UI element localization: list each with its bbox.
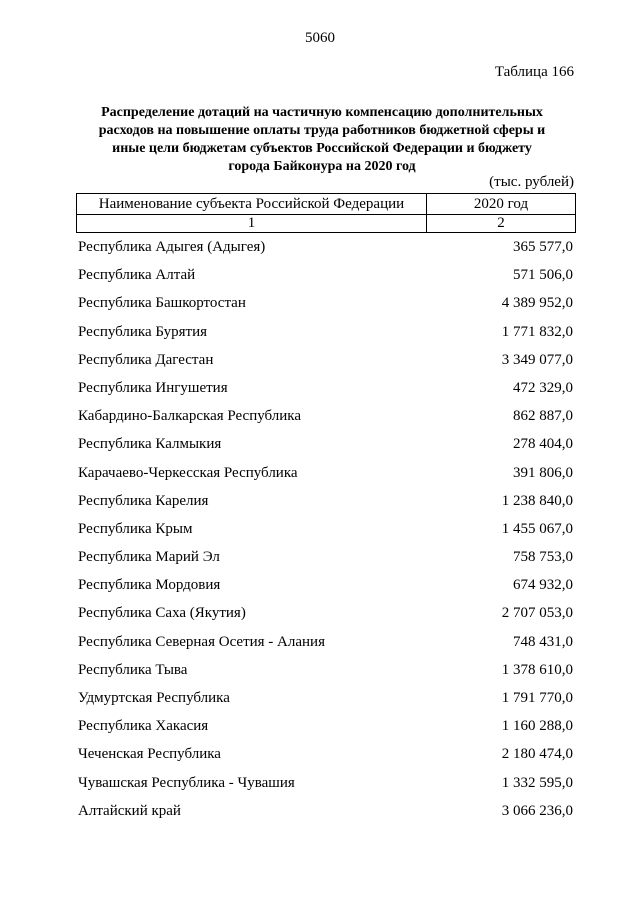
region-name: Республика Тыва xyxy=(78,661,188,678)
table-row xyxy=(76,374,576,402)
table-row xyxy=(76,684,576,712)
subsidy-amount: 862 887,0 xyxy=(513,408,573,425)
region-name: Республика Дагестан xyxy=(78,351,214,368)
region-name: Республика Хакасия xyxy=(78,718,209,735)
region-name: Республика Алтай xyxy=(78,267,196,284)
header-year: 2020 год xyxy=(426,194,575,215)
region-name: Республика Северная Осетия - Алания xyxy=(78,633,325,650)
table-row xyxy=(76,712,576,740)
subsidy-amount: 278 404,0 xyxy=(513,436,573,453)
subsidy-amount: 3 066 236,0 xyxy=(501,802,573,819)
subsidy-amount: 758 753,0 xyxy=(513,549,573,566)
subsidy-amount: 1 332 595,0 xyxy=(501,774,573,791)
subsidy-amount: 365 577,0 xyxy=(513,239,573,255)
table-row xyxy=(76,656,576,684)
table-row xyxy=(76,515,576,543)
region-name: Удмуртская Республика xyxy=(78,690,230,706)
region-name: Республика Крым xyxy=(78,520,193,537)
subsidy-amount: 674 932,0 xyxy=(513,577,573,594)
region-name: Республика Ингушетия xyxy=(78,379,228,396)
title-line: расходов на повышение оплаты труда работников бюджетной сферы и xyxy=(98,123,546,138)
column-number-row xyxy=(77,215,576,233)
subsidy-amount: 1 455 067,0 xyxy=(501,520,573,537)
region-name: Республика Адыгея (Адыгея) xyxy=(78,239,266,255)
subsidy-amount: 3 349 077,0 xyxy=(501,351,573,368)
region-name: Республика Марий Эл xyxy=(78,549,220,566)
table-header xyxy=(76,193,576,233)
table-row xyxy=(76,769,576,797)
subsidy-amount: 391 806,0 xyxy=(513,464,573,481)
subsidy-amount: 2 707 053,0 xyxy=(501,605,573,622)
title-line: Распределение дотаций на частичную компенсацию дополнительных xyxy=(101,105,543,120)
subsidy-amount: 472 329,0 xyxy=(513,379,573,396)
region-name: Республика Башкортостан xyxy=(78,295,246,312)
table-row xyxy=(76,740,576,768)
table-row xyxy=(76,543,576,571)
region-name: Республика Карелия xyxy=(78,492,209,509)
region-name: Республика Бурятия xyxy=(78,323,208,340)
table-row xyxy=(76,402,576,430)
table-row xyxy=(76,261,576,289)
table-row xyxy=(76,571,576,599)
region-name: Республика Калмыкия xyxy=(78,436,222,453)
region-name: Алтайский край xyxy=(78,802,181,819)
header-region-name: Наименование субъекта Российской Федерации xyxy=(77,194,427,215)
column-number-2: 2 xyxy=(426,215,575,233)
subsidy-amount: 1 771 832,0 xyxy=(501,323,573,340)
subsidy-amount: 571 506,0 xyxy=(513,267,573,284)
title-line: города Байконура на 2020 год xyxy=(228,159,416,174)
title-line: иные цели бюджетам субъектов Российской Федерации и бюджету xyxy=(112,141,532,156)
region-name: Кабардино-Балкарская Республика xyxy=(78,408,302,425)
table-row xyxy=(76,289,576,317)
table-row xyxy=(76,487,576,515)
table-row xyxy=(76,233,576,261)
subsidy-amount: 4 389 952,0 xyxy=(501,295,573,312)
subsidy-amount: 1 238 840,0 xyxy=(501,492,573,509)
subsidy-amount: 748 431,0 xyxy=(513,633,573,650)
header-row xyxy=(77,194,576,215)
table-body xyxy=(76,233,576,825)
document-title xyxy=(70,104,574,176)
table-row xyxy=(76,430,576,458)
table-row xyxy=(76,318,576,346)
subsidy-amount: 1 791 770,0 xyxy=(501,690,573,706)
table-row xyxy=(76,797,576,825)
page-number: 5060 xyxy=(305,30,335,46)
region-name: Чеченская Республика xyxy=(78,746,221,763)
table-row xyxy=(76,459,576,487)
column-number-1: 1 xyxy=(77,215,427,233)
table-row xyxy=(76,346,576,374)
region-name: Республика Мордовия xyxy=(78,577,221,594)
table-row xyxy=(76,628,576,656)
subsidy-amount: 1 160 288,0 xyxy=(501,718,573,735)
region-name: Чувашская Республика - Чувашия xyxy=(78,774,295,791)
region-name: Республика Саха (Якутия) xyxy=(78,605,246,622)
subsidy-amount: 2 180 474,0 xyxy=(501,746,573,763)
subsidy-amount: 1 378 610,0 xyxy=(501,661,573,678)
table-label: Таблица 166 xyxy=(494,64,574,80)
table-row xyxy=(76,599,576,627)
units-label: (тыс. рублей) xyxy=(489,174,574,190)
region-name: Карачаево-Черкесская Республика xyxy=(78,464,298,481)
